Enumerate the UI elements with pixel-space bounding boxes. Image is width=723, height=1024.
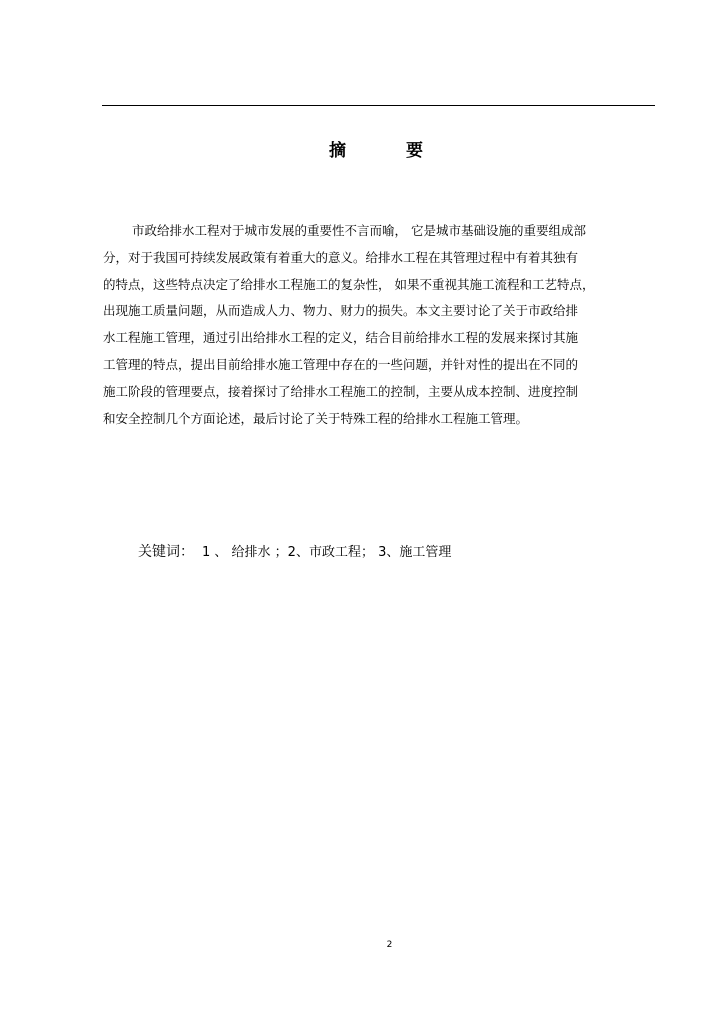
keywords-text: 1 、 给排水 ；2、市政工程； 3、施工管理 (202, 545, 452, 560)
abstract-line: 的特点，这些特点决定了给排水工程施工的复杂性， 如果不重视其施工流程和工艺特点， (103, 276, 595, 292)
abstract-line: 出现施工质量问题，从而造成人力、物力、财力的损失。本文主要讨论了关于市政给排 (103, 303, 579, 319)
abstract-body (103, 218, 643, 432)
keywords-label: 关键词： (138, 544, 194, 560)
abstract-line: 和安全控制几个方面论述，最后讨论了关于特殊工程的给排水工程施工管理。 (103, 410, 529, 426)
title-char-1: 摘 (329, 141, 346, 161)
abstract-line: 施工阶段的管理要点，接着探讨了给排水工程施工的控制，主要从成本控制、进度控制 (103, 383, 579, 399)
page-number: 2 (386, 940, 393, 950)
abstract-line: 水工程施工管理，通过引出给排水工程的定义，结合目前给排水工程的发展来探讨其施 (103, 330, 579, 346)
keywords (138, 541, 451, 561)
title-char-2: 要 (406, 141, 423, 161)
header-rule (102, 105, 655, 106)
abstract-line: 市政给排水工程对于城市发展的重要性不言而喻， 它是城市基础设施的重要组成部 (132, 223, 586, 238)
abstract-line: 分，对于我国可持续发展政策有着重大的意义。给排水工程在其管理过程中有着其独有 (103, 249, 579, 265)
abstract-line: 工管理的特点，提出目前给排水施工管理中存在的一些问题，并针对性的提出在不同的 (103, 356, 579, 372)
